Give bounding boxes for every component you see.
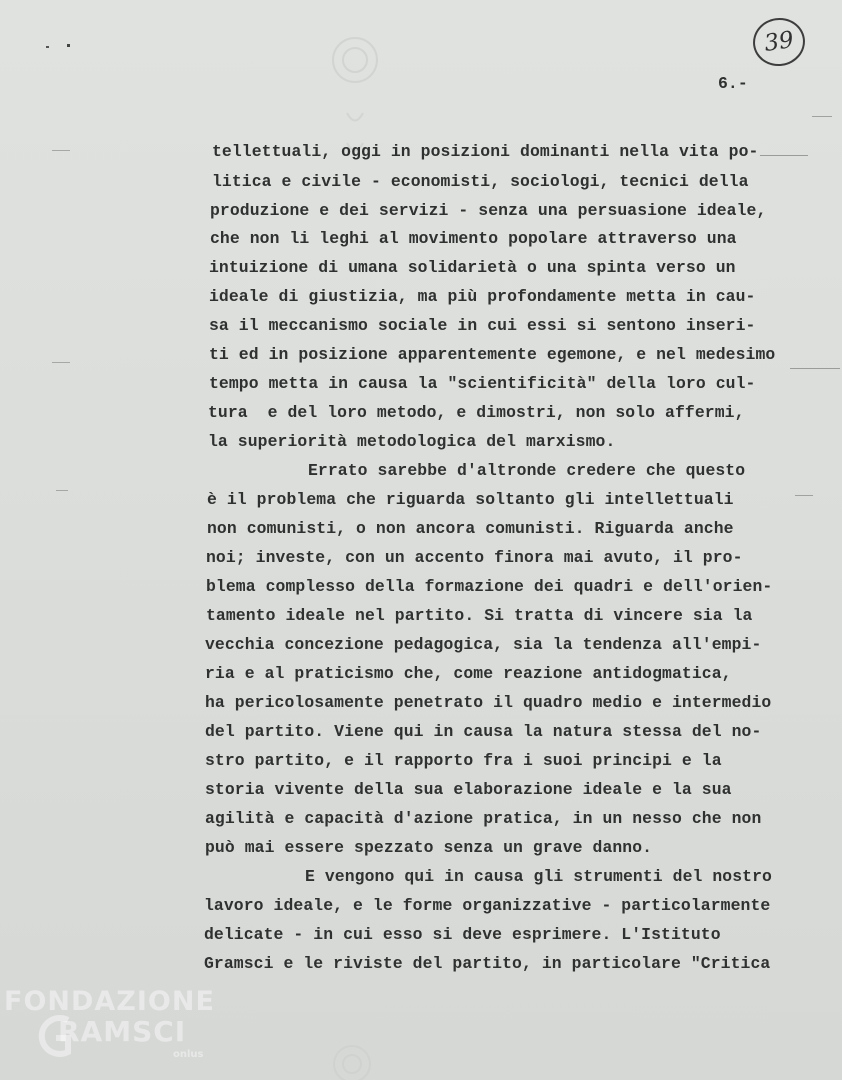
text-line: blema complesso della formazione dei quadri e dell'orien- (206, 577, 773, 596)
text-line: produzione e dei servizi - senza una persuasione ideale, (210, 201, 767, 220)
text-line: agilità e capacità d'azione pratica, in un nesso che non (205, 809, 762, 828)
text-line: è il problema che riguarda soltanto gli intellettuali (207, 490, 734, 509)
text-line: tura e del loro metodo, e dimostri, non solo affermi, (208, 403, 745, 422)
text-line: tellettuali, oggi in posizioni dominanti nella vita po- (212, 142, 759, 161)
text-line: lavoro ideale, e le forme organizzative - particolarmente (204, 896, 771, 915)
text-line: non comunisti, o non ancora comunisti. Riguarda anche (207, 519, 734, 538)
margin-mark (812, 116, 832, 117)
speck-mark (46, 46, 49, 48)
watermark-suffix: onlus (173, 1049, 204, 1060)
text-line: tamento ideale nel partito. Si tratta di vincere sia la (206, 606, 753, 625)
text-line: Errato sarebbe d'altronde credere che questo (308, 461, 746, 480)
text-line: sa il meccanismo sociale in cui essi si sentono inseri- (209, 316, 756, 335)
margin-mark (52, 362, 70, 363)
speck-mark (67, 44, 70, 47)
text-line: tempo metta in causa la "scientificità" della loro cul- (209, 374, 756, 393)
margin-mark (56, 490, 68, 491)
margin-mark (760, 155, 808, 156)
margin-mark (52, 150, 70, 151)
text-line: stro partito, e il rapporto fra i suoi principi e la (205, 751, 722, 770)
text-line: noi; investe, con un accento finora mai avuto, il pro- (206, 548, 743, 567)
text-line: delicate - in cui esso si deve esprimere. L'Istituto (204, 925, 721, 944)
watermark-gramsci: RAMSCI (58, 1015, 187, 1048)
watermark-foundation: FONDAZIONE (4, 986, 215, 1017)
text-line: intuizione di umana solidarietà o una spinta verso un (209, 258, 736, 277)
page-number: 6.- (718, 74, 748, 93)
text-line: ha pericolosamente penetrato il quadro medio e intermedio (205, 693, 772, 712)
text-line: ti ed in posizione apparentemente egemone, e nel medesimo (209, 345, 776, 364)
text-line: ria e al praticismo che, come reazione antidogmatica, (205, 664, 732, 683)
text-line: storia vivente della sua elaborazione ideale e la sua (205, 780, 732, 799)
faint-logo-bottom (330, 1040, 374, 1080)
margin-mark (795, 495, 813, 496)
text-line: litica e civile - economisti, sociologi, tecnici della (212, 172, 749, 191)
text-line: vecchia concezione pedagogica, sia la tendenza all'empi- (205, 635, 762, 654)
text-line: che non li leghi al movimento popolare attraverso una (210, 229, 737, 248)
margin-mark (790, 368, 840, 369)
text-line: ideale di giustizia, ma più profondamente metta in cau- (209, 287, 756, 306)
archive-stamp: 39 (750, 15, 808, 70)
text-line: può mai essere spezzato senza un grave danno. (205, 838, 653, 857)
text-line: E vengono qui in causa gli strumenti del nostro (305, 867, 772, 886)
text-line: del partito. Viene qui in causa la natura stessa del no- (205, 722, 762, 741)
text-line: la superiorità metodologica del marxismo. (208, 432, 616, 451)
faint-logo-top (325, 18, 385, 188)
text-line: Gramsci e le riviste del partito, in particolare "Critica (204, 954, 771, 973)
